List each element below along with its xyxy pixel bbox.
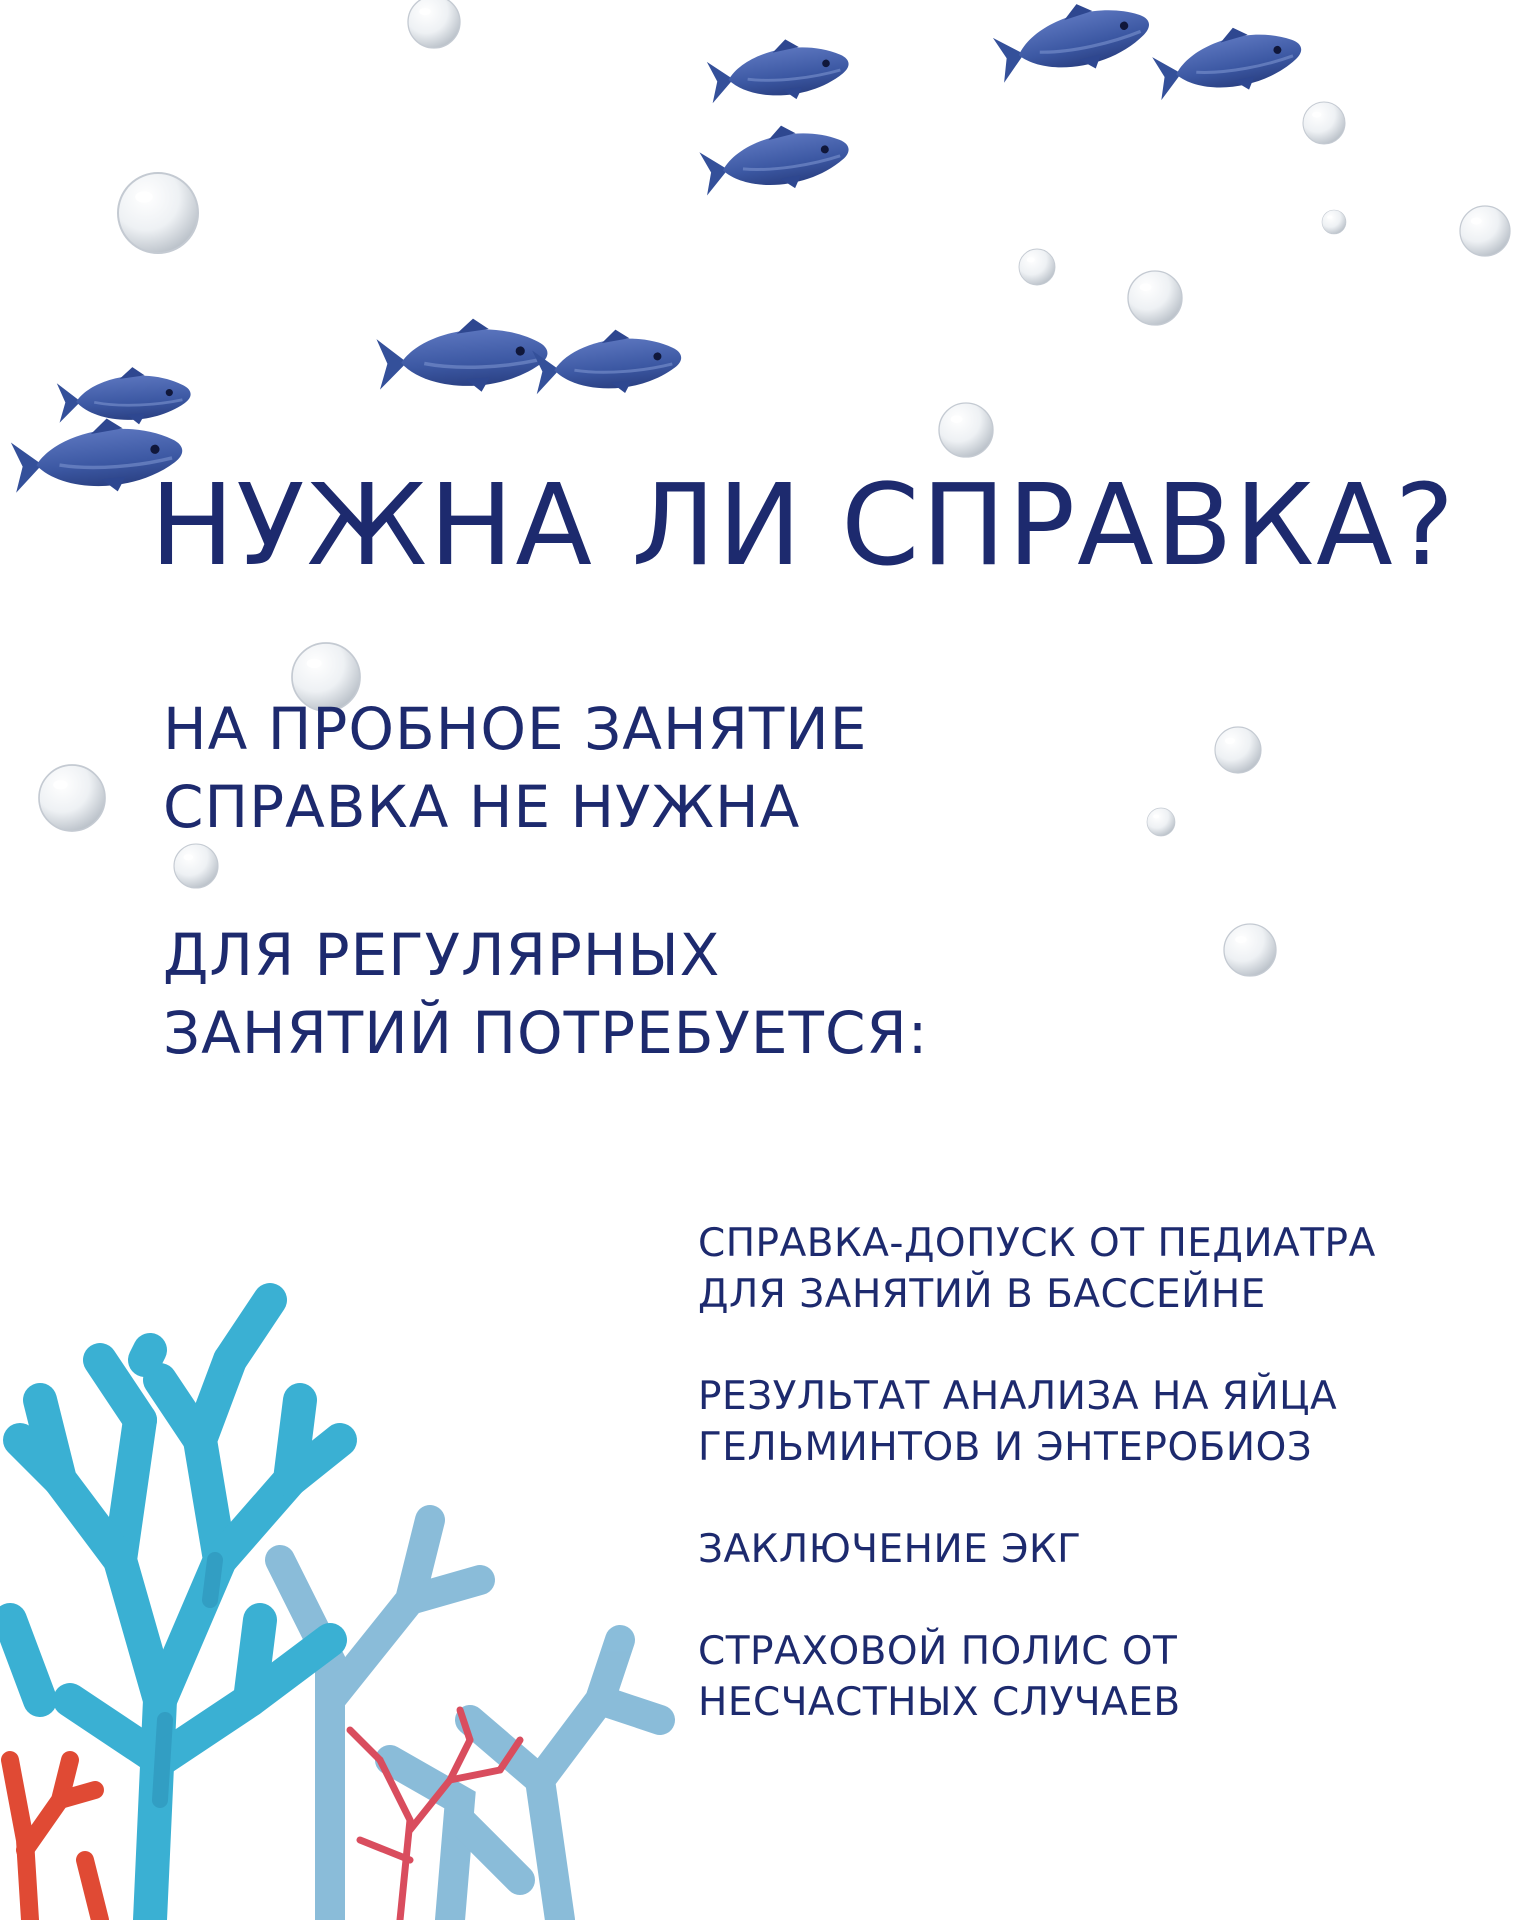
list-item [698,1371,1376,1473]
regular-note-line: ДЛЯ РЕГУЛЯРНЫХ [163,921,721,989]
trial-note-line: НА ПРОБНОЕ ЗАНЯТИЕ [163,695,868,763]
list-item-line: ЗАКЛЮЧЕНИЕ ЭКГ [698,1527,1082,1572]
fish-icon [9,0,1307,502]
list-item-line: РЕЗУЛЬТАТ АНАЛИЗА НА ЯЙЦА [698,1374,1338,1419]
page-title: НУЖНА ЛИ СПРАВКА? [150,461,1457,591]
list-item [698,1524,1376,1575]
list-item-line: НЕСЧАСТНЫХ СЛУЧАЕВ [698,1680,1181,1725]
trial-note-line: СПРАВКА НЕ НУЖНА [163,773,801,841]
regular-note [163,916,928,1072]
list-item-line: СПРАВКА-ДОПУСК ОТ ПЕДИАТРА [698,1221,1376,1266]
trial-note [163,690,867,846]
list-item [698,1626,1376,1728]
coral-illustration [10,1300,660,1920]
requirements-list [698,1218,1376,1779]
list-item-line: СТРАХОВОЙ ПОЛИС ОТ [698,1629,1178,1674]
list-item-line: ГЕЛЬМИНТОВ И ЭНТЕРОБИОЗ [698,1425,1313,1470]
list-item-line: ДЛЯ ЗАНЯТИЙ В БАССЕЙНЕ [698,1272,1266,1317]
list-item [698,1218,1376,1320]
regular-note-line: ЗАНЯТИЙ ПОТРЕБУЕТСЯ: [163,999,929,1067]
